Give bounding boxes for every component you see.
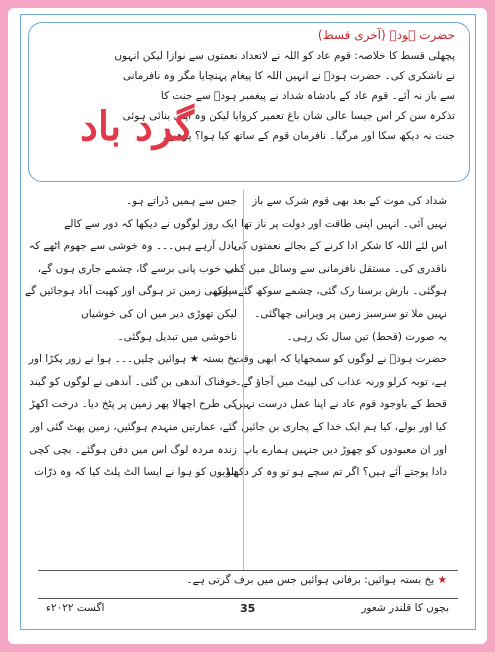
- body-line: لیکن تھوڑی دیر میں ان کی خوشیاں: [80, 307, 237, 320]
- body-line: ناقدری کی۔ مستقل نافرمانی سے وسائل میں کمی: [225, 262, 447, 275]
- body-line: شداد کی موت کے بعد بھی قوم شرک سے باز: [252, 195, 447, 207]
- body-line: سوکھی زمین تر ہوگی اور کھیت آباد ہوجائیں گے: [24, 285, 237, 298]
- page-number: 35: [240, 602, 256, 615]
- body-line: کیا اور بولے، کیا ہم ایک خدا کے پجاری بن جائیں: [241, 420, 447, 433]
- body-line: زندہ مردہ لوگ اس میں دفن ہوگئے۔ بچی کچی: [29, 443, 237, 456]
- body-line: ایک روز لوگوں نے دیکھا کہ دور سے کالے: [64, 217, 237, 230]
- footnote: [47, 574, 447, 586]
- body-line: قحط کے باوجود قوم عاد نے اپنا عمل درست نہیں: [234, 398, 447, 411]
- body-line: گئے، عمارتیں منہدم ہوگئیں، زمین پھٹ گئی اور: [30, 420, 237, 433]
- summary-line: جنت نہ دیکھ سکا اور مرگیا۔ نافرمان قوم کے ساتھ کیا ہوا؟ پڑھیے۔: [161, 130, 455, 142]
- footnote-text: یخ بستہ ہوائیں: برفانی ہوائیں جس میں برف گرتی ہے۔: [186, 574, 435, 586]
- body-line: نہیں ملا تو سرسبز زمین پر ویرانی چھاگئی۔: [254, 307, 447, 320]
- body-line: ہوگئی۔ بارش برسنا رک گئی، چشمے سوکھ گئے، پانی: [213, 285, 447, 298]
- body-line: بادل آرہے ہیں۔۔۔ وہ خوشی سے جھوم اٹھے کہ: [28, 240, 237, 253]
- magazine-name: بچوں کا قلندر شعور: [361, 602, 449, 614]
- body-line: اب خوب پانی برسے گا، چشمے جاری ہوں گے،: [37, 262, 237, 275]
- footnote-rule: [38, 570, 458, 571]
- summary-line: تذکرہ سن کر اس جیسا عالی شان باغ تعمیر کروایا لیکن وہ اپنی بنائی ہوئی: [122, 110, 455, 122]
- summary-line: نے ناشکری کی۔ حضرت ہودؑ نے انہیں اللہ کا پیغام پہنچایا مگر وہ نافرمانی: [122, 70, 455, 82]
- body-line: یخ بستہ ★ ہوائیں چلیں۔۔۔ ہوا نے زور پکڑا اور: [28, 353, 237, 366]
- story-title: گرد باد: [80, 103, 194, 150]
- story-heading: حضرت ہودؑ (آخری قسط): [317, 28, 455, 42]
- text-column-left: [24, 190, 237, 484]
- summary-line: پچھلی قسط کا خلاصہ: قوم عاد کو اللہ نے لاتعداد نعمتوں سے نوازا لیکن انہوں: [114, 50, 455, 62]
- body-line: نہیں آئی۔ انہیں اپنی طاقت اور دولت پر ناز تھا: [240, 217, 447, 230]
- body-line: یہ صورت (قحط) تین سال تک رہی۔: [286, 330, 447, 343]
- body-line: خوفناک آندھی بن گئی۔ آندھی نے لوگوں کو گیند: [29, 375, 237, 388]
- body-line: اور ان معبودوں کو چھوڑ دیں جنہیں ہمارے باپ: [242, 443, 447, 456]
- body-line: کی طرح اچھالا پھر زمین پر پٹخ دیا۔ درخت اکھڑ: [29, 398, 237, 411]
- body-line: حضرت ہودؑ نے لوگوں کو سمجھایا کہ ابھی وقت: [233, 353, 447, 366]
- body-line: اس لئے اللہ کا شکر ادا کرنے کے بجائے نعمتوں کی: [233, 240, 447, 253]
- column-divider: [243, 190, 244, 570]
- text-column-right: [213, 190, 447, 484]
- issue-date: اگست ۲۰۲۲ء: [46, 602, 105, 614]
- star-icon: ★: [437, 574, 447, 586]
- summary-line: سے باز نہ آئے۔ قوم عاد کے بادشاہ شداد نے پیغمبر ہودؑ سے جنت کا: [160, 90, 455, 102]
- body-line: جس سے ہمیں ڈراتے ہو۔: [125, 195, 237, 207]
- body-line: ہڈیوں کو ہوا نے ایسا الٹ پلٹ کیا کہ وہ ذرّات: [34, 466, 237, 479]
- body-line: ہے، توبہ کرلو ورنہ عذاب کی لپیٹ میں آجاؤ گے۔: [235, 375, 447, 388]
- body-line: ناخوشی میں تبدیل ہوگئی۔: [117, 330, 237, 343]
- body-line: دادا پوجتے آئے ہیں؟ اگر تم سچے ہو تو وہ کر دکھاؤ: [225, 466, 447, 479]
